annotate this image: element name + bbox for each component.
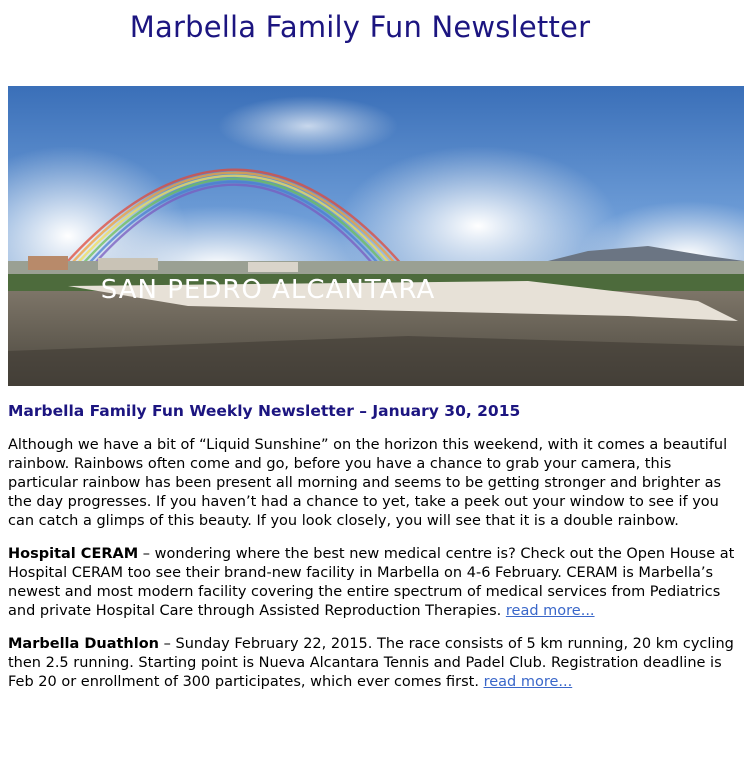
hero-sign-text: SAN PEDRO ALCANTARA (100, 275, 436, 305)
newsletter-title: Marbella Family Fun Newsletter (129, 10, 591, 44)
news-item-hospital (8, 545, 745, 621)
news-item-title: Hospital CERAM (8, 546, 139, 562)
news-item-body: – Sunday February 22, 2015. The race consists of 5 km running, 20 km cycling then 2.5 running. Starting point is Nueva Alcantara Tennis and Padel Club. Registration deadline is Feb 20 or enrollment of 300 participates, which ever comes first. (8, 636, 734, 690)
news-item-title: Marbella Duathlon (8, 636, 160, 652)
read-more-link[interactable]: read more... (483, 674, 573, 690)
article-intro: Although we have a bit of “Liquid Sunshine” on the horizon this weekend, with it comes a beautiful rainbow. Rainbows often come and go, before you have a chance to grab your camera, this particular rainbow has been present all morning and seems to be getting stronger and brighter as the day progresses. If you haven’t had a chance to yet, take a peek out your window to see if you can catch a glimps of this beauty. If you look closely, you will see that it is a double rainbow. (8, 437, 728, 529)
article (8, 400, 745, 706)
read-more-link[interactable]: read more... (505, 603, 595, 619)
rainbow-photo (8, 86, 744, 386)
news-item-duathlon (8, 635, 745, 692)
hero-image (8, 86, 744, 386)
news-item-body: – wondering where the best new medical centre is? Check out the Open House at Hospital CERAM too see their brand-new facility in Marbella on 4-6 February. CERAM is Marbella’s newest and most modern facility covering the entire spectrum of medical services from Pediatrics and private Hospital Care through Assisted Reproduction Therapies. (8, 546, 735, 619)
article-headline: Marbella Family Fun Weekly Newsletter – January 30, 2015 (8, 402, 521, 420)
